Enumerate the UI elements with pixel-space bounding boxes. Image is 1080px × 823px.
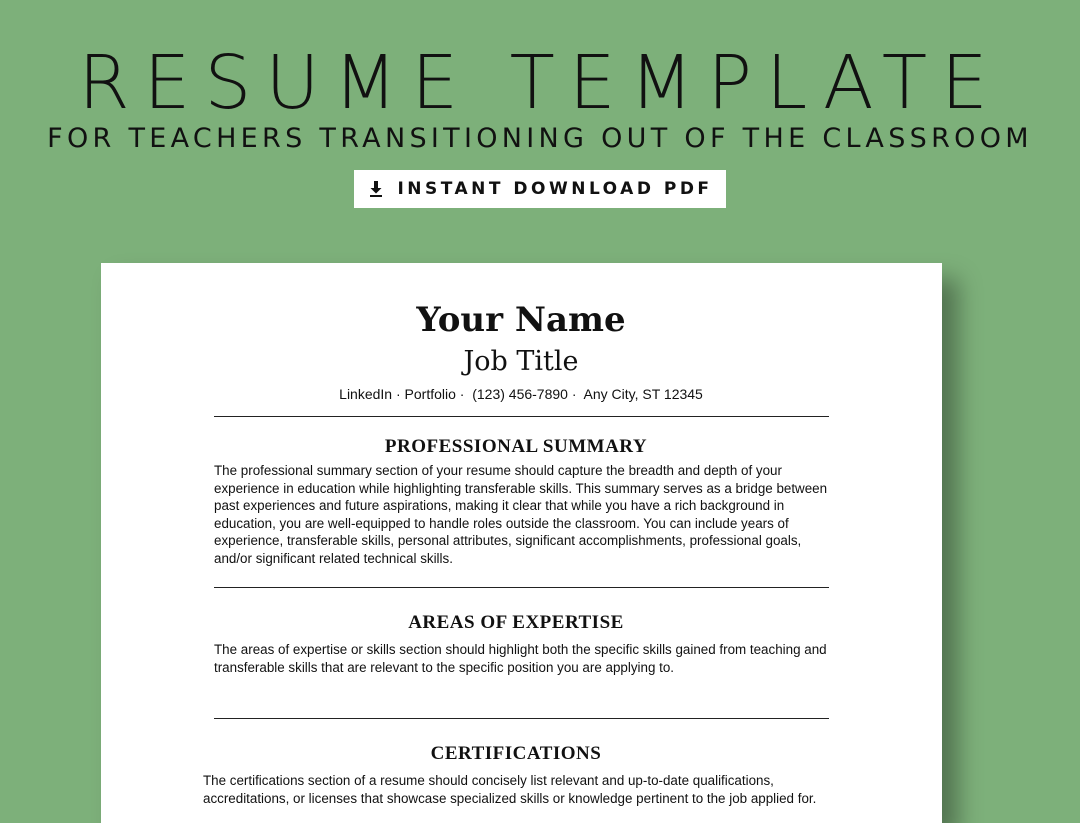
download-icon [367, 180, 385, 198]
section-body-certifications: The certifications section of a resume should concisely list relevant and up-to-date qualifications, accreditations, or licenses that showcase specialized skills or knowledge pertinent to the job applied for. [203, 773, 817, 806]
banner-title: RESUME TEMPLATE [78, 40, 1002, 126]
resume-contact-line: LinkedIn · Portfolio · (123) 456-7890 · Any City, ST 12345 [339, 386, 703, 402]
divider-rule [214, 718, 829, 719]
divider-rule [214, 587, 829, 588]
resume-job-title: Job Title [463, 346, 579, 377]
section-heading-areas-of-expertise: AREAS OF EXPERTISE [408, 612, 624, 633]
instant-download-badge [354, 170, 726, 208]
section-heading-professional-summary: PROFESSIONAL SUMMARY [384, 436, 648, 457]
download-label: INSTANT DOWNLOAD PDF [397, 179, 713, 199]
resume-name: Your Name [416, 300, 626, 340]
section-heading-certifications: CERTIFICATIONS [430, 743, 602, 764]
divider-rule [214, 416, 829, 417]
banner-subtitle: FOR TEACHERS TRANSITIONING OUT OF THE CLASSROOM [47, 123, 1033, 154]
section-body-professional-summary: The professional summary section of your resume should capture the breadth and depth of your experience in education while highlighting transferable skills. This summary serves as a bridge between past experiences and future aspirations, making it clear that while you have a rich background in education, you are well-equipped to handle roles outside the classroom. You can include years of experience, transferable skills, personal attributes, significant accomplishments, professional goals, and/or significant related technical skills. [214, 463, 828, 566]
section-body-areas-of-expertise: The areas of expertise or skills section should highlight both the specific skills gained from teaching and transferable skills that are relevant to the specific position you are applying to. [214, 642, 827, 675]
